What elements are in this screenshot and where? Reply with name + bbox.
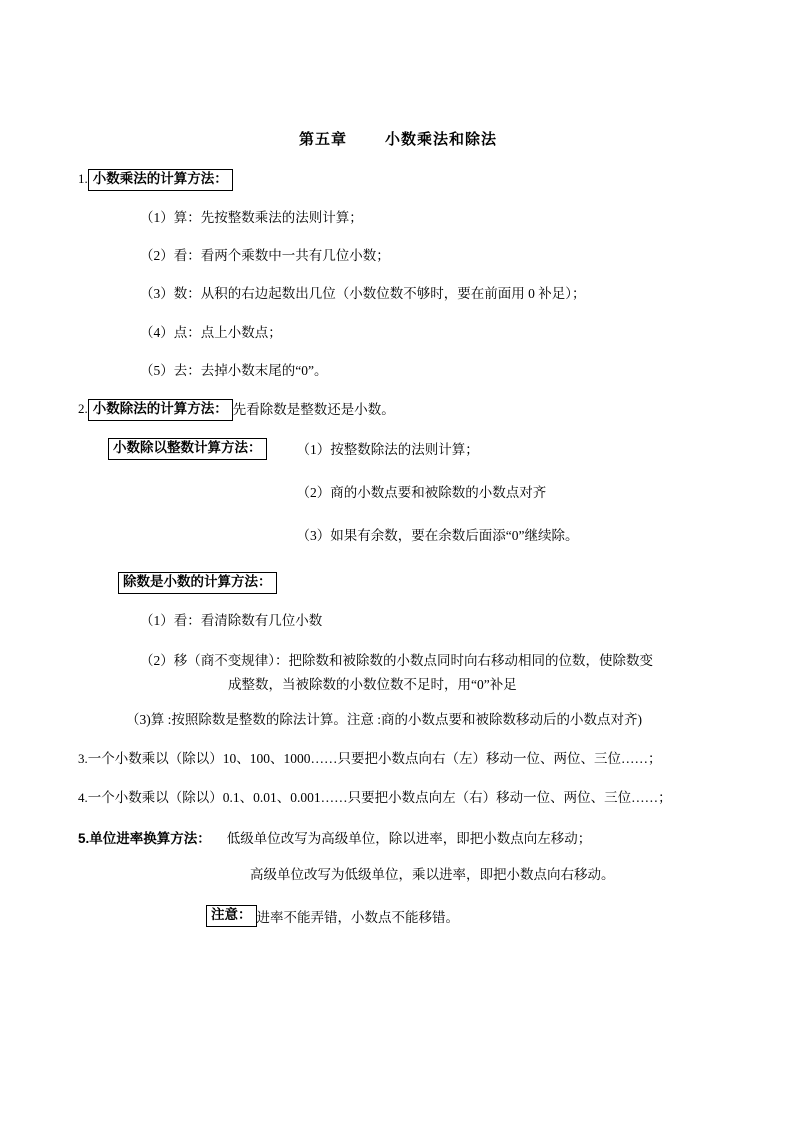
section2-sub2-item-2-line2: 成整数，当被除数的小数位数不足时，用“0”补足	[228, 676, 517, 692]
section2-sub2-heading-row	[78, 572, 718, 594]
section1-number: 1.	[78, 171, 88, 187]
section5-note-row	[78, 905, 718, 927]
section2-trailing-text: 先看除数是整数还是小数。	[232, 401, 395, 417]
title-name: 小数乘法和除法	[385, 131, 498, 148]
section2-sub1-item-1: （1）按整数除法的法则计算；	[296, 442, 479, 457]
section2-sub1-item-2: （2）商的小数点要和被除数的小数点对齐	[296, 485, 547, 500]
section5-label: 单位进率换算方法：	[89, 831, 211, 847]
section1-item-1: （1）算：先按整数乘法的法则计算；	[140, 209, 363, 225]
section1-heading-row	[78, 169, 718, 191]
section2-sub1-item-3: （3）如果有余数，要在余数后面添“0”继续除。	[296, 528, 579, 543]
section4-number: 4.	[78, 789, 88, 805]
section1-item-4: （4）点：点上小数点；	[140, 324, 282, 340]
section3-text: 一个小数乘以（除以）10、100、1000……只要把小数点向右（左）移动一位、两位、三位……；	[87, 750, 662, 766]
page-title	[78, 128, 718, 149]
document-content	[78, 128, 718, 927]
section2-sub1	[78, 438, 718, 544]
section1-item-2: （2）看：看两个乘数中一共有几位小数；	[140, 248, 390, 264]
section1-item-5: （5）去：去掉小数末尾的“0”。	[140, 362, 328, 378]
section2-sub2-item-2	[78, 649, 718, 696]
section2-heading: 小数除法的计算方法：	[88, 399, 233, 421]
title-chapter: 第五章	[298, 131, 347, 148]
section2-sub2-item-1: （1）看：看清除数有几位小数	[140, 612, 323, 628]
section5-row	[78, 827, 718, 847]
section2-sub2-item-2-line1: （2）移（商不变规律）：把除数和被除数的小数点同时向右移动相同的位数，使除数变	[140, 653, 653, 669]
section5-line-2: 高级单位改写为低级单位，乘以进率，即把小数点向右移动。	[250, 867, 615, 883]
note-text: 进率不能弄错，小数点不能移错。	[256, 910, 459, 926]
section5-number: 5.	[78, 831, 90, 847]
section5-label-wrap	[78, 827, 211, 847]
section2-heading-row	[78, 399, 718, 421]
section3-row	[78, 749, 718, 769]
section1-heading: 小数乘法的计算方法：	[88, 169, 233, 191]
section2-sub2-heading: 除数是小数的计算方法：	[118, 572, 277, 594]
section2-sub1-items	[267, 438, 719, 544]
section2-sub1-heading-wrap	[78, 438, 267, 460]
section4-text: 一个小数乘以（除以）0.1、0.01、0.001……只要把小数点向左（右）移动一位、两位、三位……；	[87, 789, 672, 805]
section2-sub2-item-3: （3)算 :按照除数是整数的除法计算。注意 :商的小数点要和被除数移动后的小数点对齐)	[126, 712, 642, 728]
section3-number: 3.	[78, 750, 88, 766]
section2-number: 2.	[78, 401, 88, 417]
section5-line-1: 低级单位改写为高级单位，除以进率，即把小数点向左移动；	[226, 831, 592, 847]
section4-row	[78, 788, 718, 808]
section1-item-3: （3）数：从积的右边起数出几位（小数位数不够时，要在前面用 0 补足）；	[140, 286, 586, 302]
section2-sub1-heading: 小数除以整数计算方法：	[108, 438, 267, 460]
note-label: 注意：	[206, 905, 257, 927]
